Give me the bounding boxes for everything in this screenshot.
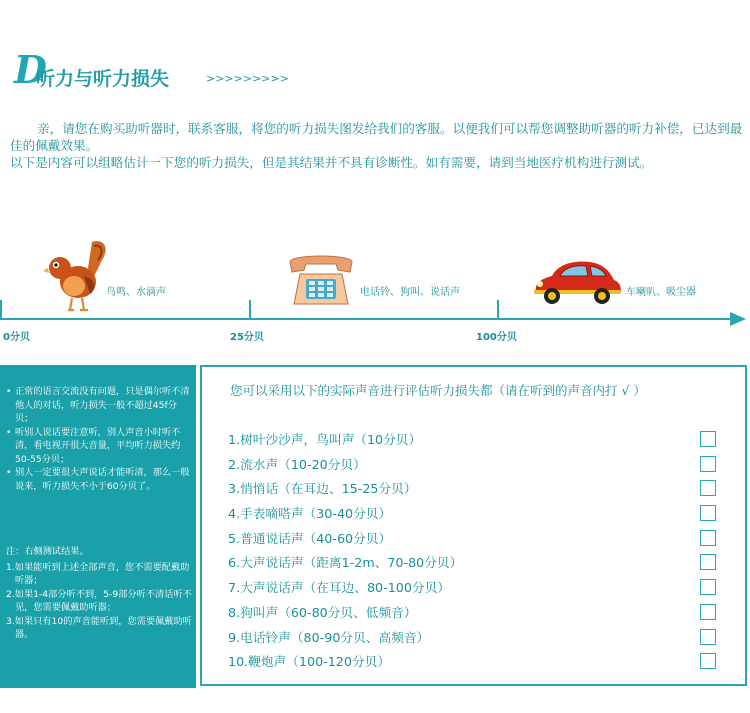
checklist-label: 10.鞭炮声（100-120分贝）	[228, 654, 391, 670]
checklist-row	[228, 653, 728, 678]
checklist-checkbox[interactable]	[700, 554, 716, 570]
car-icon	[530, 258, 624, 306]
scale-arrow-icon	[730, 312, 746, 326]
checklist-row	[228, 604, 728, 629]
title-arrows: >>>>>>>>>	[206, 72, 289, 85]
checklist	[228, 431, 728, 678]
checklist-row	[228, 554, 728, 579]
checklist-label: 6.大声说话声（距离1-2m、70-80分贝）	[228, 555, 463, 571]
bullet-item: • 听别人说话要注意听，别人声音小时听不清，看电视开很大音量，平均听力损失约50-55分贝；	[6, 426, 194, 467]
scale-caption-1: 鸟鸣、水滴声	[106, 287, 166, 298]
intro-text	[10, 120, 745, 171]
checklist-checkbox[interactable]	[700, 530, 716, 546]
checklist-checkbox[interactable]	[700, 431, 716, 447]
scale-label-0: 0分贝	[3, 332, 30, 343]
checklist-checkbox[interactable]	[700, 456, 716, 472]
title-text: 听力与听力损失	[36, 68, 170, 90]
checklist-label: 3.悄悄话（在耳边、15-25分贝）	[228, 481, 417, 497]
checklist-checkbox[interactable]	[700, 604, 716, 620]
hearing-loss-info-panel	[0, 365, 196, 688]
note-item: 2.如果1-4部分听不到，5-9部分听不清话听不见，您需要佩戴助听器；	[6, 588, 192, 613]
checklist-row	[228, 480, 728, 505]
checklist-row	[228, 431, 728, 456]
decibel-scale-line	[0, 318, 738, 320]
hearing-loss-bullets	[6, 385, 194, 493]
scale-label-100: 100分贝	[476, 332, 517, 343]
scale-tick-100	[497, 300, 499, 319]
scale-label-25: 25分贝	[230, 332, 264, 343]
bullet-item: • 正常的语言交流没有问题，只是偶尔听不清他人的对话，听力损失一般不超过45f分贝；	[6, 385, 194, 426]
scale-caption-2: 电话铃、狗叫、说话声	[360, 287, 460, 298]
checklist-label: 5.普通说话声（40-60分贝）	[228, 530, 392, 546]
telephone-icon	[286, 252, 356, 308]
checklist-label: 8.狗叫声（60-80分贝、低频音）	[228, 604, 417, 620]
checklist-checkbox[interactable]	[700, 629, 716, 645]
scale-caption-3: 车喇叭、吸尘器	[626, 287, 696, 298]
title-initial: D	[14, 47, 47, 92]
checklist-checkbox[interactable]	[700, 505, 716, 521]
bullet-item: • 别人一定要很大声说话才能听清，那么一般说来，听力损失不小于60分贝了。	[6, 466, 194, 493]
checklist-row	[228, 505, 728, 530]
checklist-row	[228, 629, 728, 654]
checklist-label: 1.树叶沙沙声，鸟叫声（10分贝）	[228, 432, 422, 447]
checklist-checkbox[interactable]	[700, 653, 716, 669]
checklist-label: 4.手表嘀嗒声（30-40分贝）	[228, 506, 392, 522]
intro-line-1: 亲，请您在购买助听器时，联系客服，将您的听力损失图发给我们的客服。以便我们可以帮您调整助听器的听力补偿，已达到最佳的佩戴效果。	[10, 121, 743, 153]
checklist-row	[228, 456, 728, 481]
checklist-row	[228, 530, 728, 555]
scale-tick-0	[0, 300, 2, 319]
note-heading: 注：右侧测试结果。	[6, 546, 89, 557]
note-item: 3.如果只有10的声音能听到，您需要佩戴助听器。	[6, 615, 192, 640]
checklist-label: 2.流水声（10-20分贝）	[228, 456, 366, 472]
scale-tick-25	[249, 300, 251, 319]
bird-icon	[44, 238, 112, 314]
checklist-checkbox[interactable]	[700, 480, 716, 496]
intro-line-2: 以下是内容可以组略估计一下您的听力损失，但是其结果并不具有诊断性。如有需要，请到当地医疗机构进行测试。	[10, 155, 653, 170]
checklist-label: 7.大声说话声（在耳边、80-100分贝）	[228, 580, 450, 596]
checklist-title: 您可以采用以下的实际声音进行评估听力损失都（请在听到的声音内打 √ ）	[230, 383, 646, 398]
checklist-label: 9.电话铃声（80-90分贝、高频音）	[228, 629, 430, 645]
note-item: 1.如果能听到上述全部声音，您不需要配戴助听器；	[6, 561, 190, 586]
sound-checklist-panel	[200, 365, 747, 686]
checklist-row	[228, 579, 728, 604]
test-result-notes	[6, 545, 194, 642]
checklist-checkbox[interactable]	[700, 579, 716, 595]
